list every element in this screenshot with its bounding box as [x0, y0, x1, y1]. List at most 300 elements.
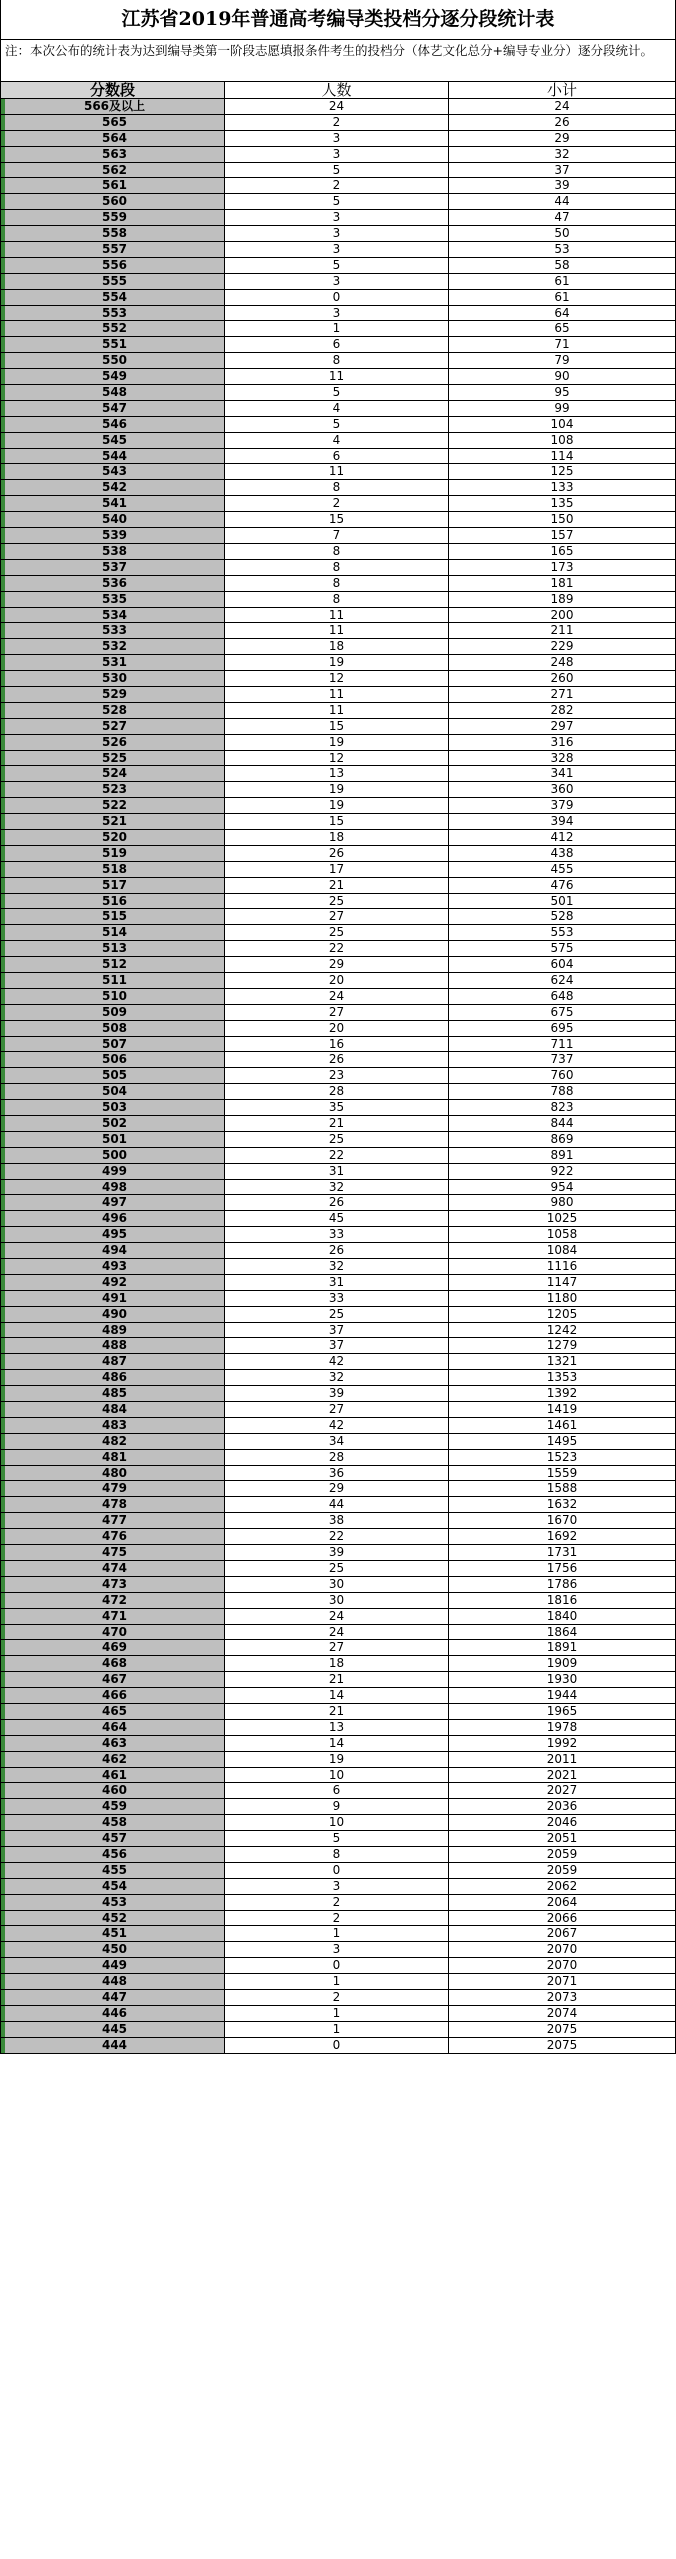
count-cell: 29	[225, 957, 449, 972]
score-cell: 522	[1, 798, 225, 813]
count-cell: 4	[225, 401, 449, 416]
score-cell: 535	[1, 592, 225, 607]
cumulative-cell: 737	[550, 1052, 574, 1067]
count-cell: 5	[225, 1831, 449, 1846]
table-row	[1, 1942, 675, 1958]
count-cell: 12	[225, 671, 449, 686]
count-cell: 26	[225, 846, 449, 861]
count-cell: 19	[225, 735, 449, 750]
score-cell: 532	[1, 639, 225, 654]
count-cell: 17	[225, 862, 449, 877]
table-row	[1, 385, 675, 401]
table-row	[1, 1132, 675, 1148]
table-row	[1, 1259, 675, 1275]
table-row	[1, 290, 675, 306]
count-cell: 8	[225, 592, 449, 607]
table-row	[1, 862, 675, 878]
count-cell: 2	[225, 1895, 449, 1910]
score-cell: 475	[1, 1545, 225, 1560]
cumulative-cell: 26	[554, 114, 570, 129]
score-cell: 546	[1, 417, 225, 432]
count-cell: 12	[225, 751, 449, 766]
score-cell: 498	[1, 1180, 225, 1195]
cumulative-cell: 125	[550, 464, 574, 479]
table-row	[1, 1831, 675, 1847]
cumulative-cell: 1786	[546, 1576, 578, 1591]
cumulative-cell: 2075	[546, 2021, 578, 2036]
count-cell: 18	[225, 639, 449, 654]
cumulative-cell: 157	[550, 528, 574, 543]
table-row	[1, 1672, 675, 1688]
cumulative-cell: 1025	[546, 1211, 578, 1226]
score-cell: 484	[1, 1402, 225, 1417]
cumulative-cell: 53	[554, 242, 570, 257]
cumulative-cell: 1632	[546, 1497, 578, 1512]
score-cell: 538	[1, 544, 225, 559]
score-cell: 501	[1, 1132, 225, 1147]
score-cell: 536	[1, 576, 225, 591]
table-row	[1, 1926, 675, 1942]
score-cell: 477	[1, 1513, 225, 1528]
count-cell: 3	[225, 242, 449, 257]
count-cell: 15	[225, 814, 449, 829]
score-cell: 550	[1, 353, 225, 368]
table-title: 江苏省2019年普通高考编导类投档分逐分段统计表	[1, 0, 675, 40]
cumulative-cell: 2074	[546, 2005, 578, 2020]
score-cell: 523	[1, 782, 225, 797]
cumulative-cell: 455	[550, 861, 574, 876]
table-row	[1, 433, 675, 449]
cumulative-cell: 891	[550, 1147, 574, 1162]
cumulative-cell: 1670	[546, 1513, 578, 1528]
cumulative-cell: 189	[550, 591, 574, 606]
count-cell: 39	[225, 1545, 449, 1560]
table-row	[1, 766, 675, 782]
cumulative-cell: 695	[550, 1020, 574, 1035]
score-cell: 450	[1, 1942, 225, 1957]
count-cell: 26	[225, 1052, 449, 1067]
count-cell: 21	[225, 1672, 449, 1687]
count-cell: 6	[225, 337, 449, 352]
count-cell: 3	[225, 210, 449, 225]
table-row	[1, 1021, 675, 1037]
score-cell: 533	[1, 623, 225, 638]
count-cell: 19	[225, 655, 449, 670]
cumulative-cell: 229	[550, 639, 574, 654]
table-row	[1, 894, 675, 910]
cumulative-cell: 211	[550, 623, 574, 638]
table-row	[1, 1609, 675, 1625]
cumulative-cell: 2062	[546, 1878, 578, 1893]
cumulative-cell: 788	[550, 1084, 574, 1099]
score-cell: 488	[1, 1338, 225, 1353]
cumulative-cell: 2067	[546, 1926, 578, 1941]
count-cell: 26	[225, 1195, 449, 1210]
count-cell: 8	[225, 544, 449, 559]
table-row	[1, 1513, 675, 1529]
cumulative-cell: 271	[550, 686, 574, 701]
header-count: 人数	[225, 82, 449, 98]
count-cell: 11	[225, 703, 449, 718]
count-cell: 18	[225, 1656, 449, 1671]
count-cell: 3	[225, 274, 449, 289]
table-row	[1, 1037, 675, 1053]
score-cell: 512	[1, 957, 225, 972]
count-cell: 2	[225, 115, 449, 130]
table-row	[1, 1958, 675, 1974]
cumulative-cell: 58	[554, 257, 570, 272]
cumulative-cell: 108	[550, 432, 574, 447]
table-row	[1, 1323, 675, 1339]
table-row	[1, 957, 675, 973]
cumulative-cell: 248	[550, 655, 574, 670]
score-cell: 493	[1, 1259, 225, 1274]
score-cell: 444	[1, 2038, 225, 2053]
cumulative-cell: 341	[550, 766, 574, 781]
score-cell: 556	[1, 258, 225, 273]
count-cell: 19	[225, 782, 449, 797]
count-cell: 11	[225, 464, 449, 479]
score-cell: 479	[1, 1481, 225, 1496]
table-row	[1, 735, 675, 751]
count-cell: 14	[225, 1688, 449, 1703]
table-row	[1, 1561, 675, 1577]
count-cell: 2	[225, 1990, 449, 2005]
table-row	[1, 687, 675, 703]
score-cell: 510	[1, 989, 225, 1004]
table-row	[1, 623, 675, 639]
score-cell: 524	[1, 766, 225, 781]
table-row	[1, 1386, 675, 1402]
count-cell: 4	[225, 433, 449, 448]
count-cell: 10	[225, 1815, 449, 1830]
count-cell: 11	[225, 623, 449, 638]
score-cell: 545	[1, 433, 225, 448]
score-cell: 503	[1, 1100, 225, 1115]
table-row	[1, 1227, 675, 1243]
table-row	[1, 369, 675, 385]
cumulative-cell: 360	[550, 782, 574, 797]
score-cell: 470	[1, 1625, 225, 1640]
score-cell: 492	[1, 1275, 225, 1290]
score-cell: 511	[1, 973, 225, 988]
count-cell: 0	[225, 1958, 449, 1973]
score-cell: 549	[1, 369, 225, 384]
table-row	[1, 306, 675, 322]
cumulative-cell: 954	[550, 1179, 574, 1194]
score-cell: 467	[1, 1672, 225, 1687]
table-row	[1, 1990, 675, 2006]
table-row	[1, 512, 675, 528]
count-cell: 5	[225, 258, 449, 273]
count-cell: 42	[225, 1418, 449, 1433]
table-row	[1, 1783, 675, 1799]
count-cell: 1	[225, 2006, 449, 2021]
count-cell: 33	[225, 1227, 449, 1242]
count-cell: 5	[225, 385, 449, 400]
count-cell: 9	[225, 1799, 449, 1814]
cumulative-cell: 61	[554, 273, 570, 288]
table-row	[1, 1625, 675, 1641]
count-cell: 24	[225, 989, 449, 1004]
score-cell: 452	[1, 1911, 225, 1926]
score-cell: 528	[1, 703, 225, 718]
cumulative-cell: 1559	[546, 1465, 578, 1480]
table-row	[1, 2022, 675, 2038]
score-cell: 516	[1, 894, 225, 909]
count-cell: 11	[225, 687, 449, 702]
score-cell: 555	[1, 274, 225, 289]
count-cell: 2	[225, 1911, 449, 1926]
score-cell: 446	[1, 2006, 225, 2021]
score-cell: 539	[1, 528, 225, 543]
score-cell: 471	[1, 1609, 225, 1624]
count-cell: 1	[225, 1926, 449, 1941]
cumulative-cell: 1495	[546, 1433, 578, 1448]
cumulative-cell: 2036	[546, 1799, 578, 1814]
count-cell: 28	[225, 1084, 449, 1099]
count-cell: 23	[225, 1068, 449, 1083]
table-row	[1, 1752, 675, 1768]
table-row	[1, 1815, 675, 1831]
table-row	[1, 1338, 675, 1354]
table-row	[1, 1704, 675, 1720]
count-cell: 25	[225, 925, 449, 940]
count-cell: 45	[225, 1211, 449, 1226]
score-cell: 534	[1, 608, 225, 623]
cumulative-cell: 316	[550, 734, 574, 749]
table-row	[1, 798, 675, 814]
cumulative-cell: 90	[554, 369, 570, 384]
cumulative-cell: 1930	[546, 1672, 578, 1687]
score-cell: 455	[1, 1863, 225, 1878]
cumulative-cell: 2071	[546, 1974, 578, 1989]
score-cell: 507	[1, 1037, 225, 1052]
table-row	[1, 1688, 675, 1704]
score-cell: 486	[1, 1370, 225, 1385]
count-cell: 27	[225, 909, 449, 924]
table-row	[1, 1481, 675, 1497]
score-cell: 491	[1, 1291, 225, 1306]
header-score-range: 分数段	[1, 82, 225, 98]
cumulative-cell: 2011	[546, 1751, 578, 1766]
score-cell: 547	[1, 401, 225, 416]
cumulative-cell: 1864	[546, 1624, 578, 1639]
table-row	[1, 1116, 675, 1132]
count-cell: 21	[225, 1116, 449, 1131]
table-row	[1, 464, 675, 480]
count-cell: 5	[225, 417, 449, 432]
table-row	[1, 925, 675, 941]
score-cell: 527	[1, 719, 225, 734]
score-cell: 476	[1, 1529, 225, 1544]
cumulative-cell: 1353	[546, 1370, 578, 1385]
table-row	[1, 1593, 675, 1609]
count-cell: 14	[225, 1736, 449, 1751]
score-cell: 554	[1, 290, 225, 305]
table-row	[1, 1879, 675, 1895]
count-cell: 22	[225, 1148, 449, 1163]
count-cell: 3	[225, 131, 449, 146]
count-cell: 30	[225, 1593, 449, 1608]
count-cell: 32	[225, 1370, 449, 1385]
count-cell: 24	[225, 99, 449, 114]
count-cell: 2	[225, 178, 449, 193]
table-row	[1, 274, 675, 290]
cumulative-cell: 2070	[546, 1958, 578, 1973]
score-cell: 529	[1, 687, 225, 702]
score-cell: 502	[1, 1116, 225, 1131]
table-row	[1, 1640, 675, 1656]
score-cell: 462	[1, 1752, 225, 1767]
cumulative-cell: 200	[550, 607, 574, 622]
cumulative-cell: 675	[550, 1004, 574, 1019]
cumulative-cell: 844	[550, 1116, 574, 1130]
cumulative-cell: 438	[550, 845, 574, 860]
table-row	[1, 226, 675, 242]
score-cell: 472	[1, 1593, 225, 1608]
table-row	[1, 115, 675, 131]
cumulative-cell: 260	[550, 671, 574, 686]
cumulative-cell: 528	[550, 909, 574, 924]
count-cell: 37	[225, 1323, 449, 1338]
cumulative-cell: 29	[554, 130, 570, 145]
count-cell: 8	[225, 576, 449, 591]
count-cell: 20	[225, 1021, 449, 1036]
count-cell: 27	[225, 1005, 449, 1020]
cumulative-cell: 1944	[546, 1688, 578, 1703]
count-cell: 19	[225, 1752, 449, 1767]
score-cell: 468	[1, 1656, 225, 1671]
score-cell: 518	[1, 862, 225, 877]
cumulative-cell: 64	[554, 305, 570, 320]
score-cell: 459	[1, 1799, 225, 1814]
cumulative-cell: 2059	[546, 1846, 578, 1861]
count-cell: 11	[225, 608, 449, 623]
cumulative-cell: 297	[550, 718, 574, 733]
cumulative-cell: 104	[550, 416, 574, 431]
count-cell: 13	[225, 766, 449, 781]
cumulative-cell: 922	[550, 1163, 574, 1178]
table-row	[1, 544, 675, 560]
table-row	[1, 401, 675, 417]
count-cell: 29	[225, 1481, 449, 1496]
cumulative-cell: 61	[554, 289, 570, 304]
score-cell: 454	[1, 1879, 225, 1894]
cumulative-cell: 823	[550, 1100, 574, 1115]
score-cell: 543	[1, 464, 225, 479]
cumulative-cell: 501	[550, 893, 574, 908]
count-cell: 24	[225, 1609, 449, 1624]
score-cell: 508	[1, 1021, 225, 1036]
table-row	[1, 2038, 675, 2054]
table-row	[1, 2006, 675, 2022]
count-cell: 3	[225, 306, 449, 321]
count-cell: 6	[225, 1783, 449, 1798]
score-cell: 544	[1, 449, 225, 464]
table-row	[1, 131, 675, 147]
table-row	[1, 1418, 675, 1434]
table-row	[1, 353, 675, 369]
score-cell: 478	[1, 1497, 225, 1512]
table-row	[1, 655, 675, 671]
score-cell: 521	[1, 814, 225, 829]
score-cell: 474	[1, 1561, 225, 1576]
cumulative-cell: 65	[554, 321, 570, 336]
table-row	[1, 178, 675, 194]
table-row	[1, 1005, 675, 1021]
cumulative-cell: 282	[550, 702, 574, 717]
score-cell: 448	[1, 1974, 225, 1989]
cumulative-cell: 1116	[546, 1259, 578, 1274]
cumulative-cell: 135	[550, 496, 574, 511]
table-row	[1, 671, 675, 687]
score-cell: 540	[1, 512, 225, 527]
count-cell: 8	[225, 560, 449, 575]
table-row	[1, 814, 675, 830]
cumulative-cell: 553	[550, 925, 574, 940]
cumulative-cell: 133	[550, 480, 574, 495]
cumulative-cell: 150	[550, 512, 574, 527]
score-cell: 566及以上	[1, 99, 225, 114]
table-row	[1, 1164, 675, 1180]
cumulative-cell: 412	[550, 829, 574, 844]
cumulative-cell: 2070	[546, 1942, 578, 1957]
score-cell: 487	[1, 1354, 225, 1369]
count-cell: 24	[225, 1625, 449, 1640]
cumulative-cell: 99	[554, 400, 570, 415]
score-cell: 564	[1, 131, 225, 146]
count-cell: 37	[225, 1338, 449, 1353]
count-cell: 8	[225, 480, 449, 495]
cumulative-cell: 181	[550, 575, 574, 590]
count-cell: 7	[225, 528, 449, 543]
cumulative-cell: 1692	[546, 1529, 578, 1544]
count-cell: 18	[225, 830, 449, 845]
count-cell: 32	[225, 1259, 449, 1274]
table-row	[1, 751, 675, 767]
cumulative-cell: 1461	[546, 1417, 578, 1432]
score-cell: 461	[1, 1768, 225, 1783]
score-cell: 530	[1, 671, 225, 686]
table-row	[1, 560, 675, 576]
count-cell: 16	[225, 1037, 449, 1052]
table-row	[1, 258, 675, 274]
cumulative-cell: 980	[550, 1195, 574, 1210]
table-row	[1, 846, 675, 862]
cumulative-cell: 1058	[546, 1227, 578, 1242]
score-cell: 558	[1, 226, 225, 241]
table-row	[1, 1656, 675, 1672]
score-cell: 551	[1, 337, 225, 352]
table-row	[1, 941, 675, 957]
score-cell: 559	[1, 210, 225, 225]
count-cell: 13	[225, 1720, 449, 1735]
table-row	[1, 1466, 675, 1482]
cumulative-cell: 648	[550, 988, 574, 1003]
score-cell: 561	[1, 178, 225, 193]
cumulative-cell: 1978	[546, 1719, 578, 1734]
score-cell: 449	[1, 1958, 225, 1973]
cumulative-cell: 2073	[546, 1989, 578, 2004]
score-cell: 469	[1, 1640, 225, 1655]
table-note: 注：本次公布的统计表为达到编导类第一阶段志愿填报条件考生的投档分（体艺文化总分+编导专业分）逐分段统计。	[1, 40, 675, 82]
table-row	[1, 989, 675, 1005]
count-cell: 42	[225, 1354, 449, 1369]
score-cell: 460	[1, 1783, 225, 1798]
table-row	[1, 1243, 675, 1259]
count-cell: 8	[225, 353, 449, 368]
